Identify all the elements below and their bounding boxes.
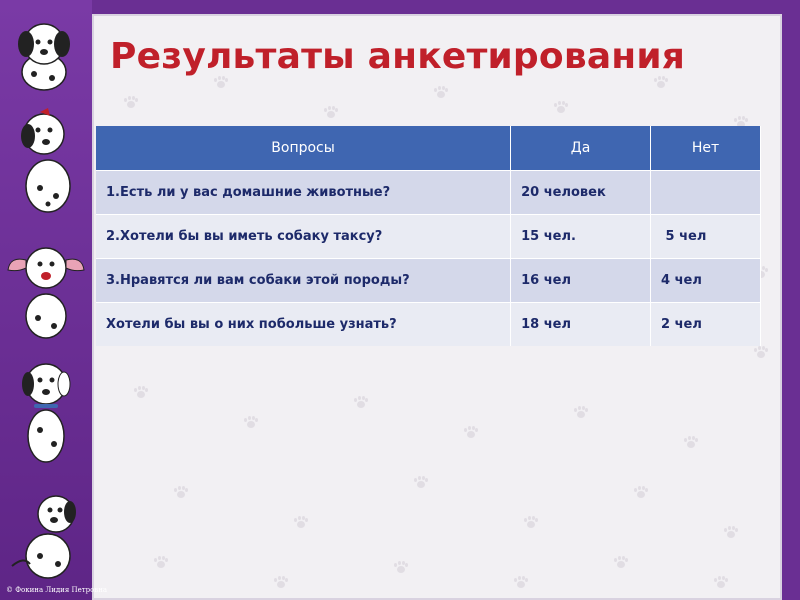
paw-print-icon xyxy=(574,406,588,418)
paw-print-icon xyxy=(394,561,408,573)
no-cell: 5 чел xyxy=(651,214,761,258)
paw-print-icon xyxy=(554,101,568,113)
dalmatian-puppy-icon xyxy=(4,14,88,96)
copyright-text: © Фокина Лидия Петровна xyxy=(6,586,108,594)
question-cell: 3.Нравятся ли вам собаки этой породы? xyxy=(96,258,511,302)
paw-print-icon xyxy=(354,396,368,408)
table-row xyxy=(96,214,761,258)
paw-print-icon xyxy=(124,96,138,108)
paw-print-icon xyxy=(684,436,698,448)
paw-print-icon xyxy=(244,416,258,428)
paw-print-icon xyxy=(514,576,528,588)
yes-cell: 15 чел. xyxy=(511,214,651,258)
question-cell: 1.Есть ли у вас домашние животные? xyxy=(96,170,511,214)
yes-cell: 20 человек xyxy=(511,170,651,214)
paw-print-icon xyxy=(464,426,478,438)
column-header-yes: Да xyxy=(511,126,651,170)
no-cell: 2 чел xyxy=(651,302,761,346)
yes-cell: 16 чел xyxy=(511,258,651,302)
paw-print-icon xyxy=(654,76,668,88)
question-cell: 2.Хотели бы вы иметь собаку таксу? xyxy=(96,214,511,258)
paw-print-icon xyxy=(714,576,728,588)
dalmatian-puppy-icon xyxy=(4,100,88,220)
yes-cell: 18 чел xyxy=(511,302,651,346)
dalmatian-puppy-icon xyxy=(4,486,88,586)
paw-print-icon xyxy=(134,386,148,398)
column-header-no: Нет xyxy=(651,126,761,170)
paw-print-icon xyxy=(724,526,738,538)
column-header-questions: Вопросы xyxy=(96,126,511,170)
table-header-row xyxy=(96,126,761,170)
paw-print-icon xyxy=(324,106,338,118)
survey-table xyxy=(96,126,761,346)
paw-print-icon xyxy=(214,76,228,88)
no-cell: 4 чел xyxy=(651,258,761,302)
dalmatian-puppy-icon xyxy=(4,352,88,470)
paw-print-icon xyxy=(434,86,448,98)
paw-print-icon xyxy=(614,556,628,568)
paw-print-icon xyxy=(174,486,188,498)
paw-print-icon xyxy=(524,516,538,528)
no-cell xyxy=(651,170,761,214)
paw-print-icon xyxy=(754,346,768,358)
dalmatian-puppy-icon xyxy=(4,236,88,346)
table-row xyxy=(96,302,761,346)
paw-print-icon xyxy=(294,516,308,528)
question-cell: Хотели бы вы о них побольше узнать? xyxy=(96,302,511,346)
paw-print-icon xyxy=(414,476,428,488)
table-row xyxy=(96,258,761,302)
paw-print-icon xyxy=(274,576,288,588)
table-row xyxy=(96,170,761,214)
paw-print-icon xyxy=(634,486,648,498)
page-title: Результаты анкетирования xyxy=(110,36,686,77)
paw-print-icon xyxy=(154,556,168,568)
